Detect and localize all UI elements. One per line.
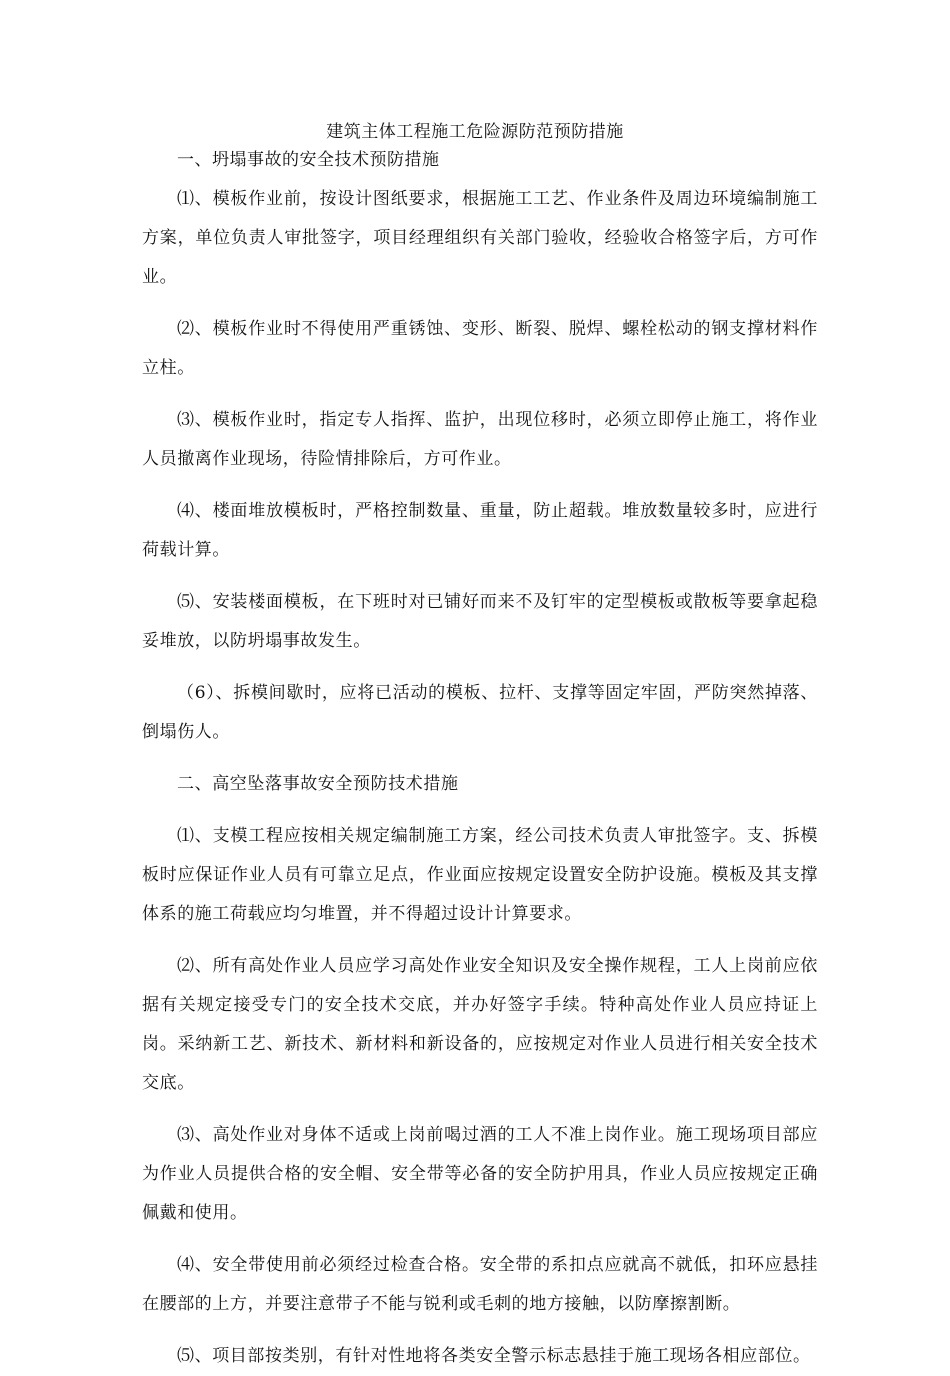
section1-heading: 一、坍塌事故的安全技术预防措施 <box>177 150 440 170</box>
section2-heading: 二、高空坠落事故安全预防技术措施 <box>177 774 459 794</box>
section1-item-3: ⑶、模板作业时，指定专人指挥、监护，出现位移时，必须立即停止施工，将作业人员撤离作业现场，待险情排除后，方可作业。 <box>142 410 818 469</box>
section1-item-4: ⑷、楼面堆放模板时，严格控制数量、重量，防止超载。堆放数量较多时，应进行荷载计算。 <box>142 501 818 560</box>
section1-item-5: ⑸、安装楼面模板，在下班时对已铺好而来不及钉牢的定型模板或散板等要拿起稳妥堆放，以防坍塌事故发生。 <box>142 592 818 651</box>
section2-item-4: ⑷、安全带使用前必须经过检查合格。安全带的系扣点应就高不就低，扣环应悬挂在腰部的上方，并要注意带子不能与锐利或毛刺的地方接触，以防摩擦割断。 <box>142 1255 818 1314</box>
document-title: 建筑主体工程施工危险源防范预防措施 <box>326 122 624 142</box>
document-body <box>142 146 818 1376</box>
section2-item-1: ⑴、支模工程应按相关规定编制施工方案，经公司技术负责人审批签字。支、拆模板时应保证作业人员有可靠立足点，作业面应按规定设置安全防护设施。模板及其支撑体系的施工荷载应均匀堆置，并不得超过设计计算要求。 <box>142 826 818 924</box>
section1-item-2: ⑵、模板作业时不得使用严重锈蚀、变形、断裂、脱焊、螺栓松动的钢支撑材料作立柱。 <box>142 319 818 378</box>
section2-item-2: ⑵、所有高处作业人员应学习高处作业安全知识及安全操作规程，工人上岗前应依据有关规定接受专门的安全技术交底，并办好签字手续。特种高处作业人员应持证上岗。采纳新工艺、新技术、新材料和新设备的，应按规定对作业人员进行相关安全技术交底。 <box>142 956 818 1093</box>
section1-item-6: （6）、拆模间歇时，应将已活动的模板、拉杆、支撑等固定牢固，严防突然掉落、倒塌伤人。 <box>142 683 818 742</box>
section1-item-1: ⑴、模板作业前，按设计图纸要求，根据施工工艺、作业条件及周边环境编制施工方案，单位负责人审批签字，项目经理组织有关部门验收，经验收合格签字后，方可作业。 <box>142 189 818 287</box>
section2-item-5: ⑸、项目部按类别，有针对性地将各类安全警示标志悬挂于施工现场各相应部位。 <box>177 1346 811 1366</box>
section2-item-3: ⑶、高处作业对身体不适或上岗前喝过酒的工人不准上岗作业。施工现场项目部应为作业人员提供合格的安全帽、安全带等必备的安全防护用具，作业人员应按规定正确佩戴和使用。 <box>142 1125 818 1223</box>
